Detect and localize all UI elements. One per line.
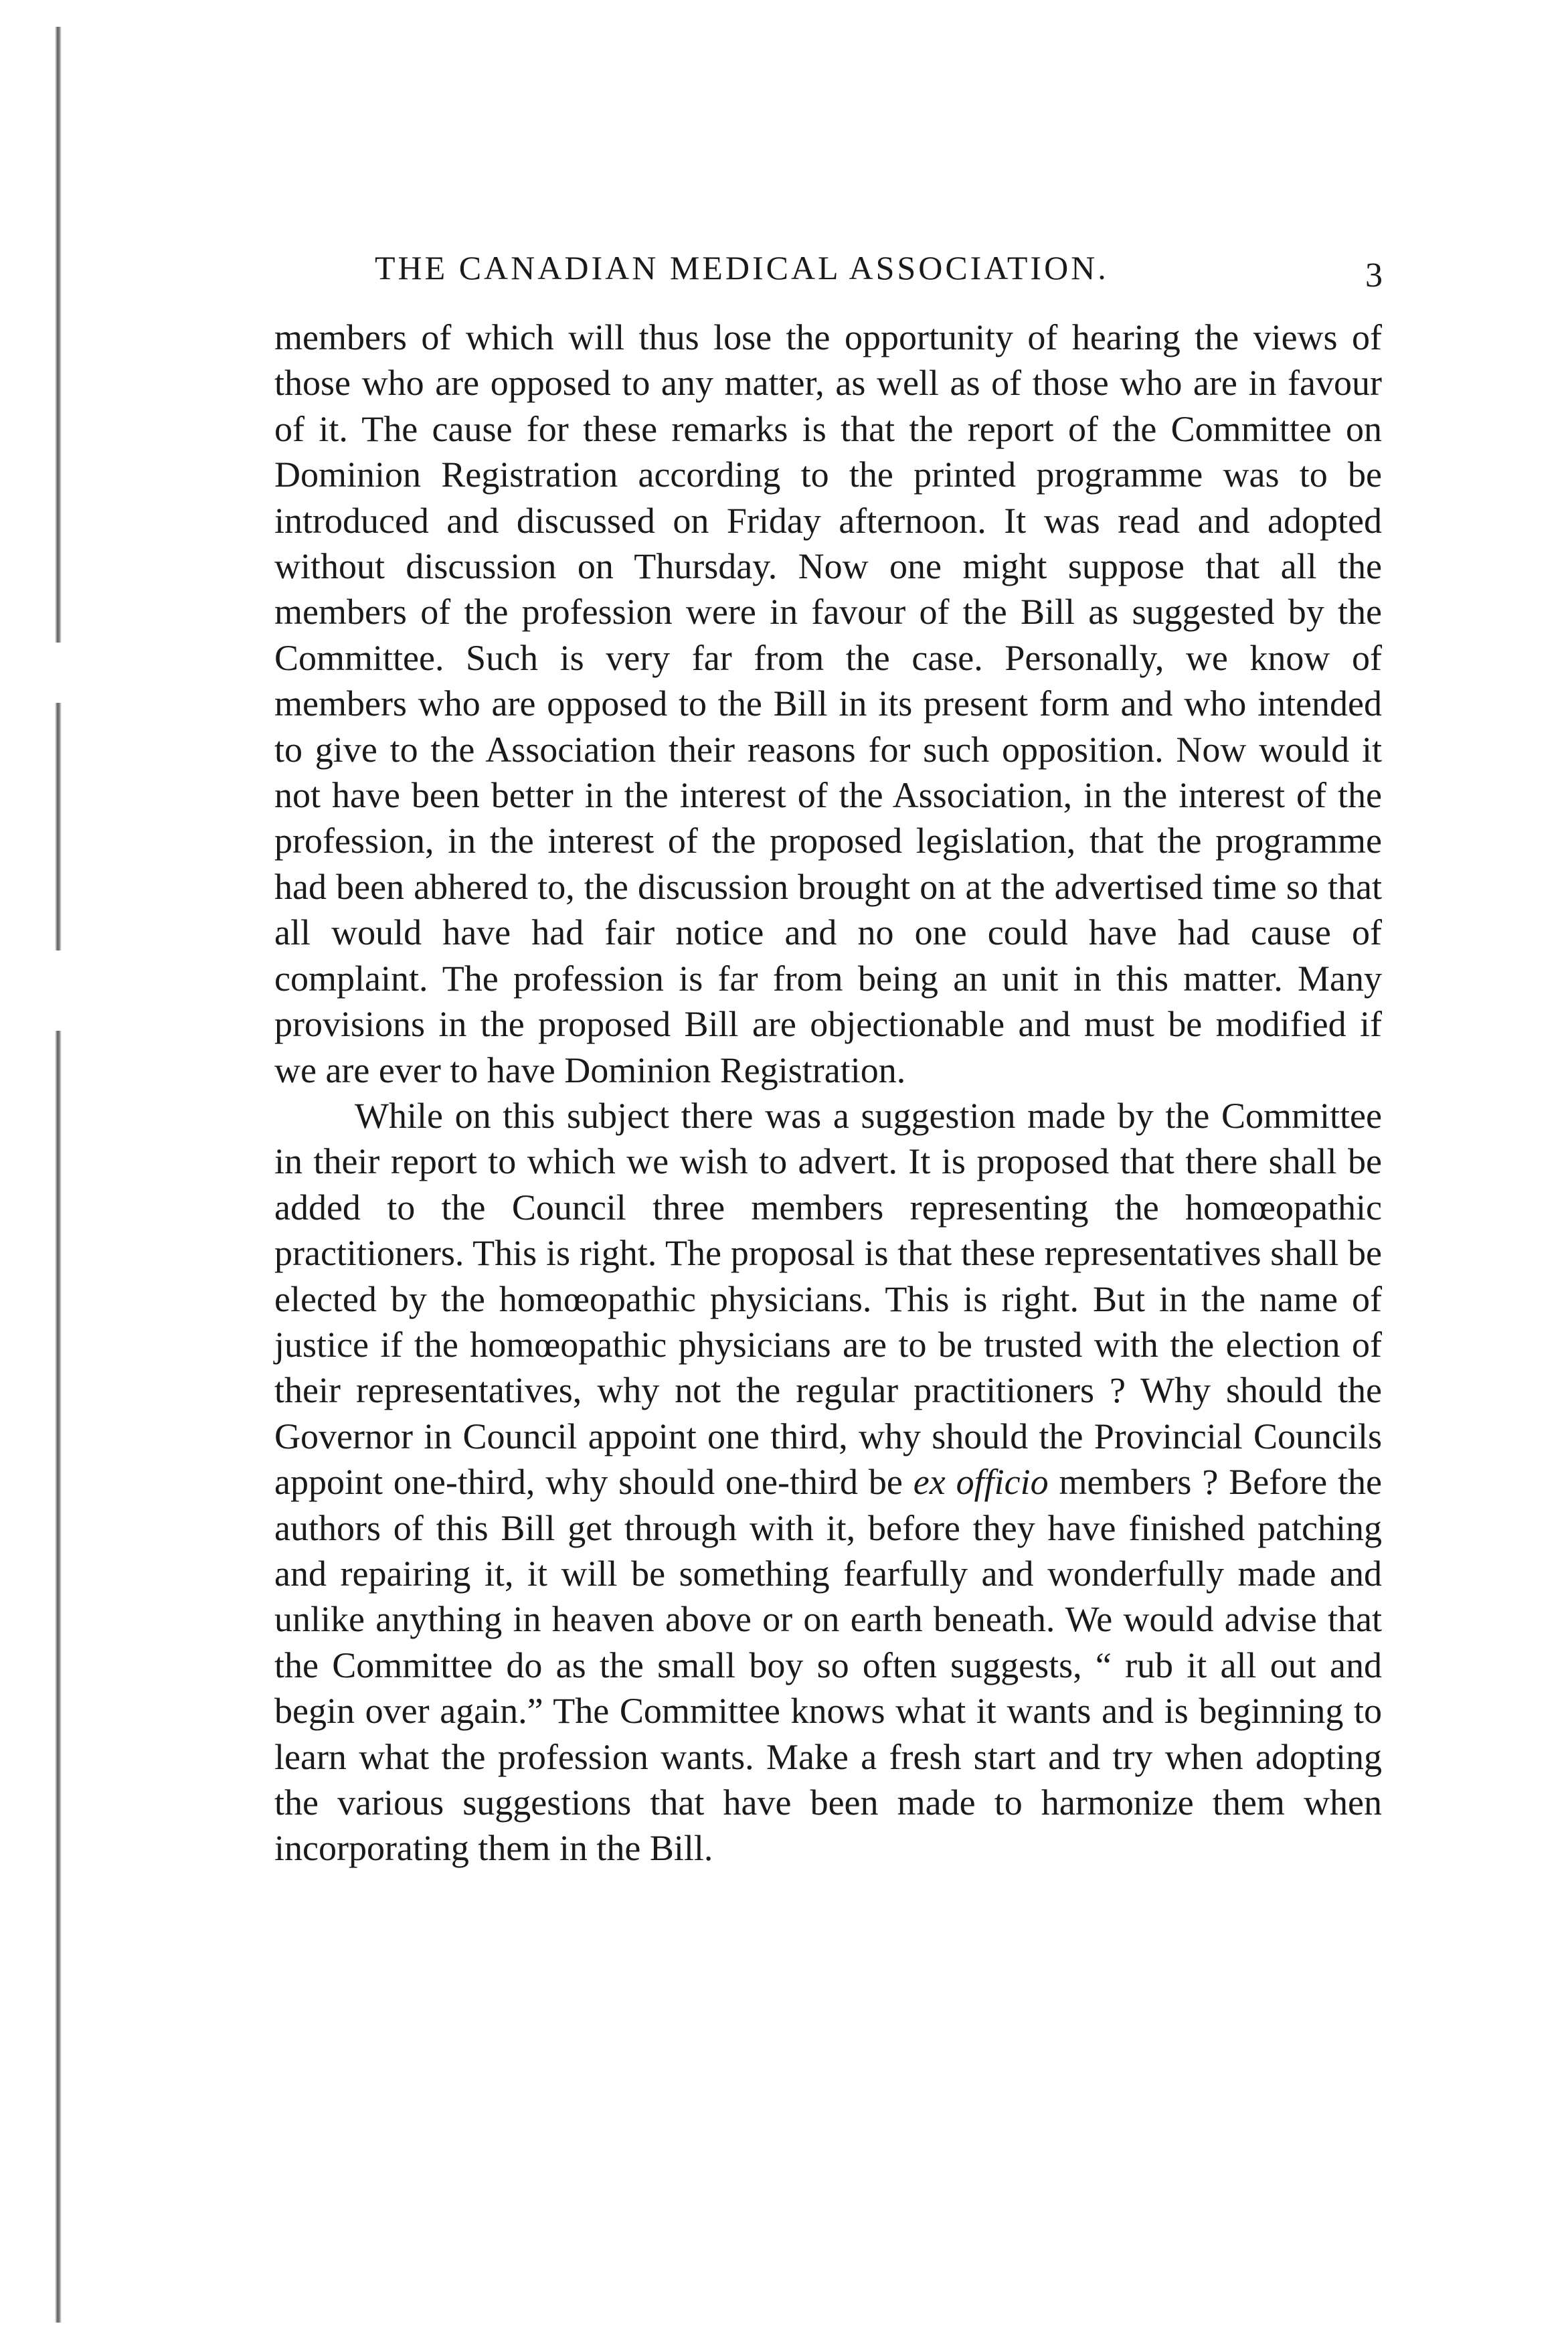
article-body (274, 315, 1382, 1871)
binding-edge-gap (54, 950, 63, 1031)
running-title: THE CANADIAN MEDICAL ASSOCIATION. (375, 249, 1109, 286)
italic-phrase: ex officio (913, 1462, 1049, 1503)
paragraph-text: While on this subject there was a suggestion made by the Committee in their report to which we wish to advert. It is proposed that there shall be added to the Council three members representing the homœopathic practitioners. This is right. The proposal is that these representatives shall be elected by the homœopathic physicians. This is right. But in the name of justice if the homœopathic physicians are to be trusted with the election of their representatives, why not the regular practitioners ? Why should the Governor in Council appoint one third, why should the Provincial Councils appoint one-third, why should one-third be (274, 1095, 1382, 1503)
paragraph (274, 1093, 1382, 1871)
page-number: 3 (1365, 256, 1383, 295)
binding-edge-shadow (55, 27, 62, 2323)
paragraph: members of which will thus lose the opportunity of hearing the views of those who are opposed to any matter, as well as of those who are in favour of it. The cause for these remarks is that the report of the Committee on Dominion Registration according to the printed programme was to be introduced and discussed on Friday afternoon. It was read and adopted without discussion on Thursday. Now one might suppose that all the members of the profession were in favour of the Bill as suggested by the Committee. Such is very far from the case. Personally, we know of members who are opposed to the Bill in its present form and who intended to give to the Association their reasons for such opposition. Now would it not have been better in the interest of the Association, in the interest of the profession, in the interest of the proposed legislation, that the programme had been abhered to, the discussion brought on at the advertised time so that all would have had fair notice and no one could have had cause of complaint. The profession is far from being an unit in this matter. Many provisions in the proposed Bill are objectionable and must be modified if we are ever to have Dominion Registration. (274, 317, 1382, 1090)
binding-edge-gap (54, 643, 63, 703)
paragraph-text: members ? Before the authors of this Bill get through with it, before they have finished patching and repairing it, it will be something fearfully and wonderfully made and unlike anything in heaven above or on earth beneath. We would advise that the Committee do as the small boy so often suggests, “ rub it all out and begin over again.” The Committee knows what it wants and is beginning to learn what the profession wants. Make a fresh start and try when adopting the various suggestions that have been made to harmonize them when incorporating them in the Bill. (274, 1462, 1383, 1869)
